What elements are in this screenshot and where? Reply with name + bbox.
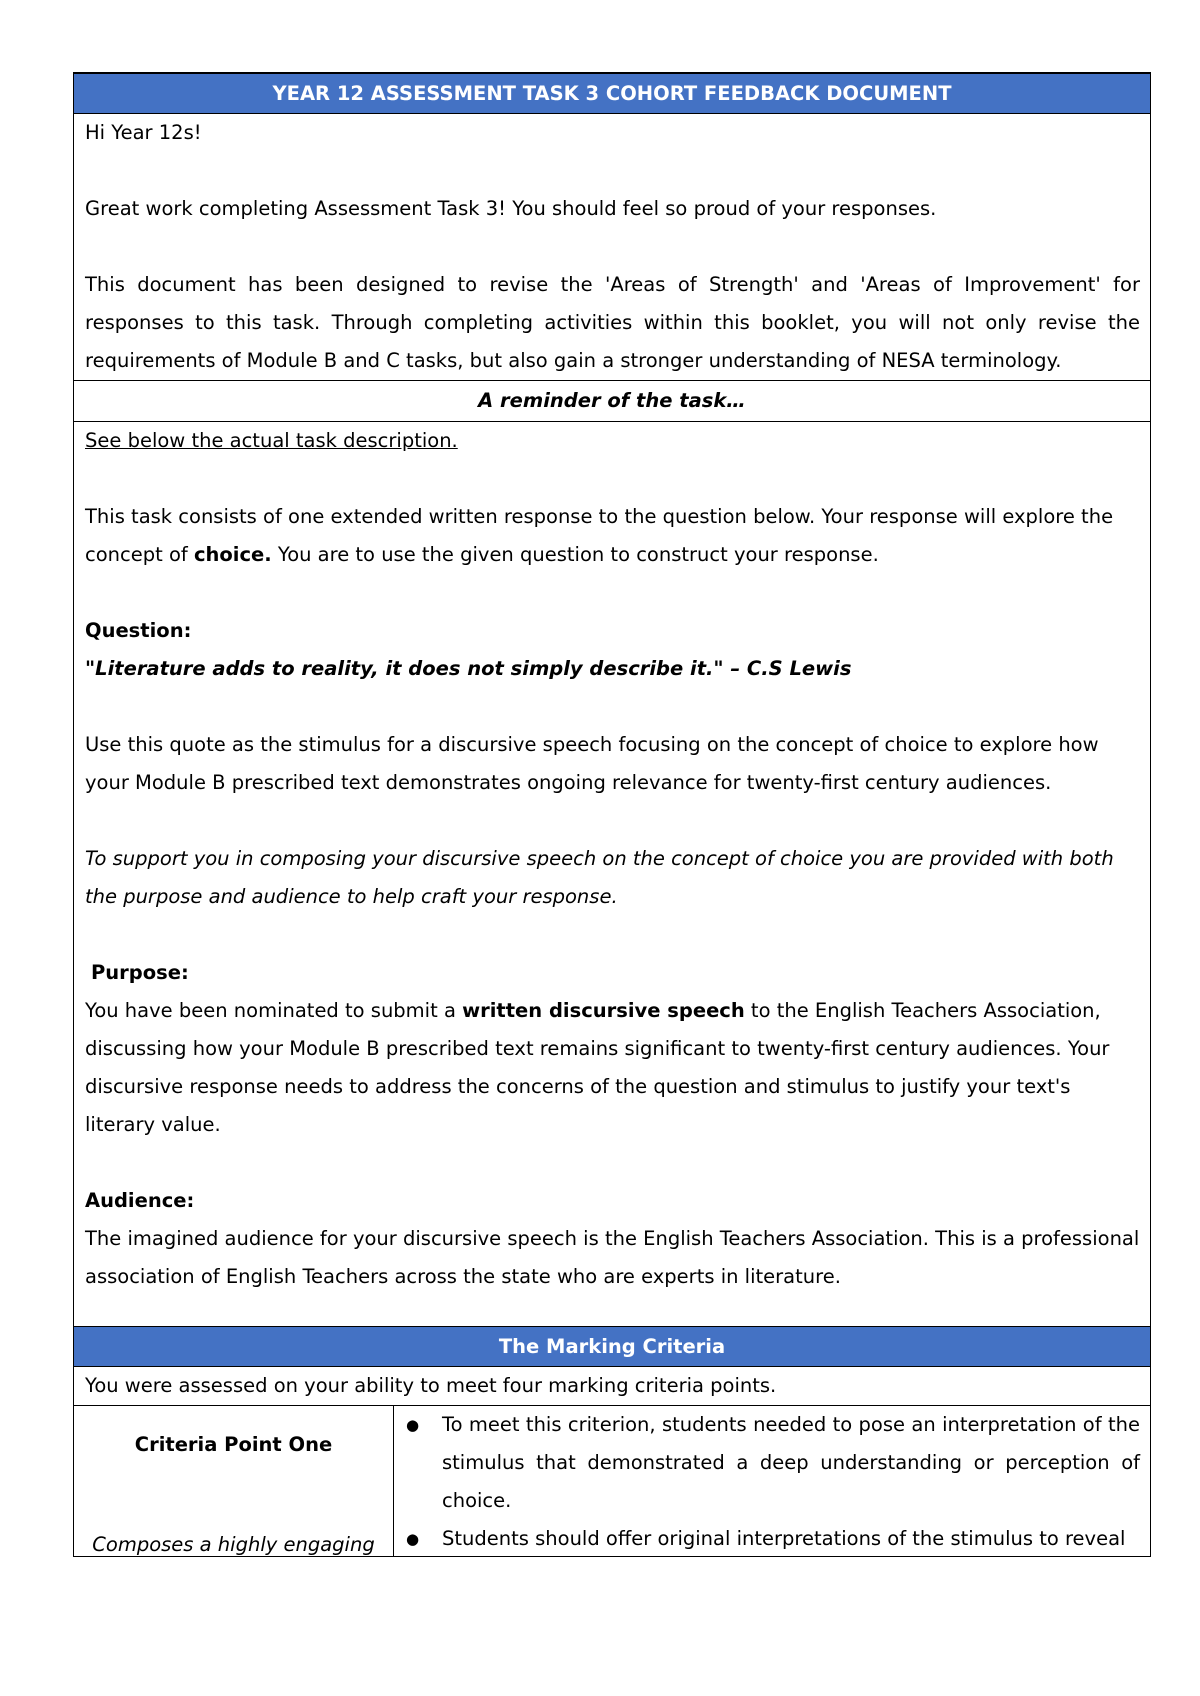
task-link-text: See below the actual task description. <box>85 429 458 452</box>
list-item <box>406 1406 1140 1520</box>
intro-line-2: This document has been designed to revise the 'Areas of Strength' and 'Areas of Improvement' for responses to this task. Through completing activities within this booklet, you will not only revise the requirements of Module B and C tasks, but also gain a stronger understanding of NESA terminology. <box>85 273 1140 372</box>
criteria-title: Criteria Point One <box>134 1433 333 1456</box>
intro-line-1: Great work completing Assessment Task 3! You should feel so proud of your responses. <box>85 197 937 220</box>
choice-keyword: choice. <box>193 543 272 566</box>
bullet-text: To meet this criterion, students needed to pose an interpretation of the stimulus that demonstrated a deep understanding or perception of choice. <box>442 1413 1140 1512</box>
feedback-table <box>73 72 1151 1557</box>
purpose-text-a: You have been nominated to submit a <box>85 999 463 1022</box>
question-label: Question: <box>85 619 192 642</box>
purpose-emphasis: written discursive speech <box>462 999 745 1022</box>
criteria-label-cell <box>74 1406 394 1556</box>
bullet-icon: ● <box>406 1416 420 1434</box>
task-description <box>85 498 1140 574</box>
bullet-icon: ● <box>406 1530 420 1548</box>
stimulus-instruction: Use this quote as the stimulus for a discursive speech focusing on the concept of choice to explore how your Module B prescribed text demonstrates ongoing relevance for twenty-first century audiences. <box>85 733 1099 794</box>
task-description-a: This task consists of one extended written response to the question below. Your response will explore the concept of <box>85 505 1114 566</box>
document-title: YEAR 12 ASSESSMENT TASK 3 COHORT FEEDBACK DOCUMENT <box>74 74 1150 114</box>
purpose-text-b: to the English Teachers Association, discussing how your Module B prescribed text remains significant to twenty-first century audiences. Your discursive response needs to address the concerns of the question and stimulus to justify your text's literary value. <box>85 999 1110 1136</box>
support-note: To support you in composing your discursive speech on the concept of choice you are provided with both the purpose and audience to help craft your response. <box>85 847 1114 908</box>
bullet-text: Students should offer original interpretations of the stimulus to reveal <box>442 1527 1126 1550</box>
question-quote: "Literature adds to reality, it does not simply describe it." – C.S Lewis <box>85 657 852 680</box>
purpose-text <box>85 992 1140 1144</box>
criteria-subtitle: Composes a highly engaging <box>92 1533 375 1556</box>
list-item <box>406 1520 1140 1557</box>
marking-intro: You were assessed on your ability to meet four marking criteria points. <box>74 1367 1150 1406</box>
criteria-row <box>74 1406 1150 1557</box>
audience-text: The imagined audience for your discursive speech is the English Teachers Association. This is a professional association of English Teachers across the state who are experts in literature. <box>85 1227 1140 1288</box>
marking-criteria-heading: The Marking Criteria <box>74 1327 1150 1367</box>
purpose-label: Purpose: <box>91 961 189 984</box>
criteria-bullets <box>394 1406 1150 1556</box>
audience-label: Audience: <box>85 1189 195 1212</box>
greeting: Hi Year 12s! <box>85 121 202 144</box>
intro-cell <box>74 114 1150 381</box>
task-description-cell <box>74 422 1150 1327</box>
reminder-heading: A reminder of the task… <box>74 381 1150 422</box>
task-description-b: You are to use the given question to construct your response. <box>271 543 879 566</box>
